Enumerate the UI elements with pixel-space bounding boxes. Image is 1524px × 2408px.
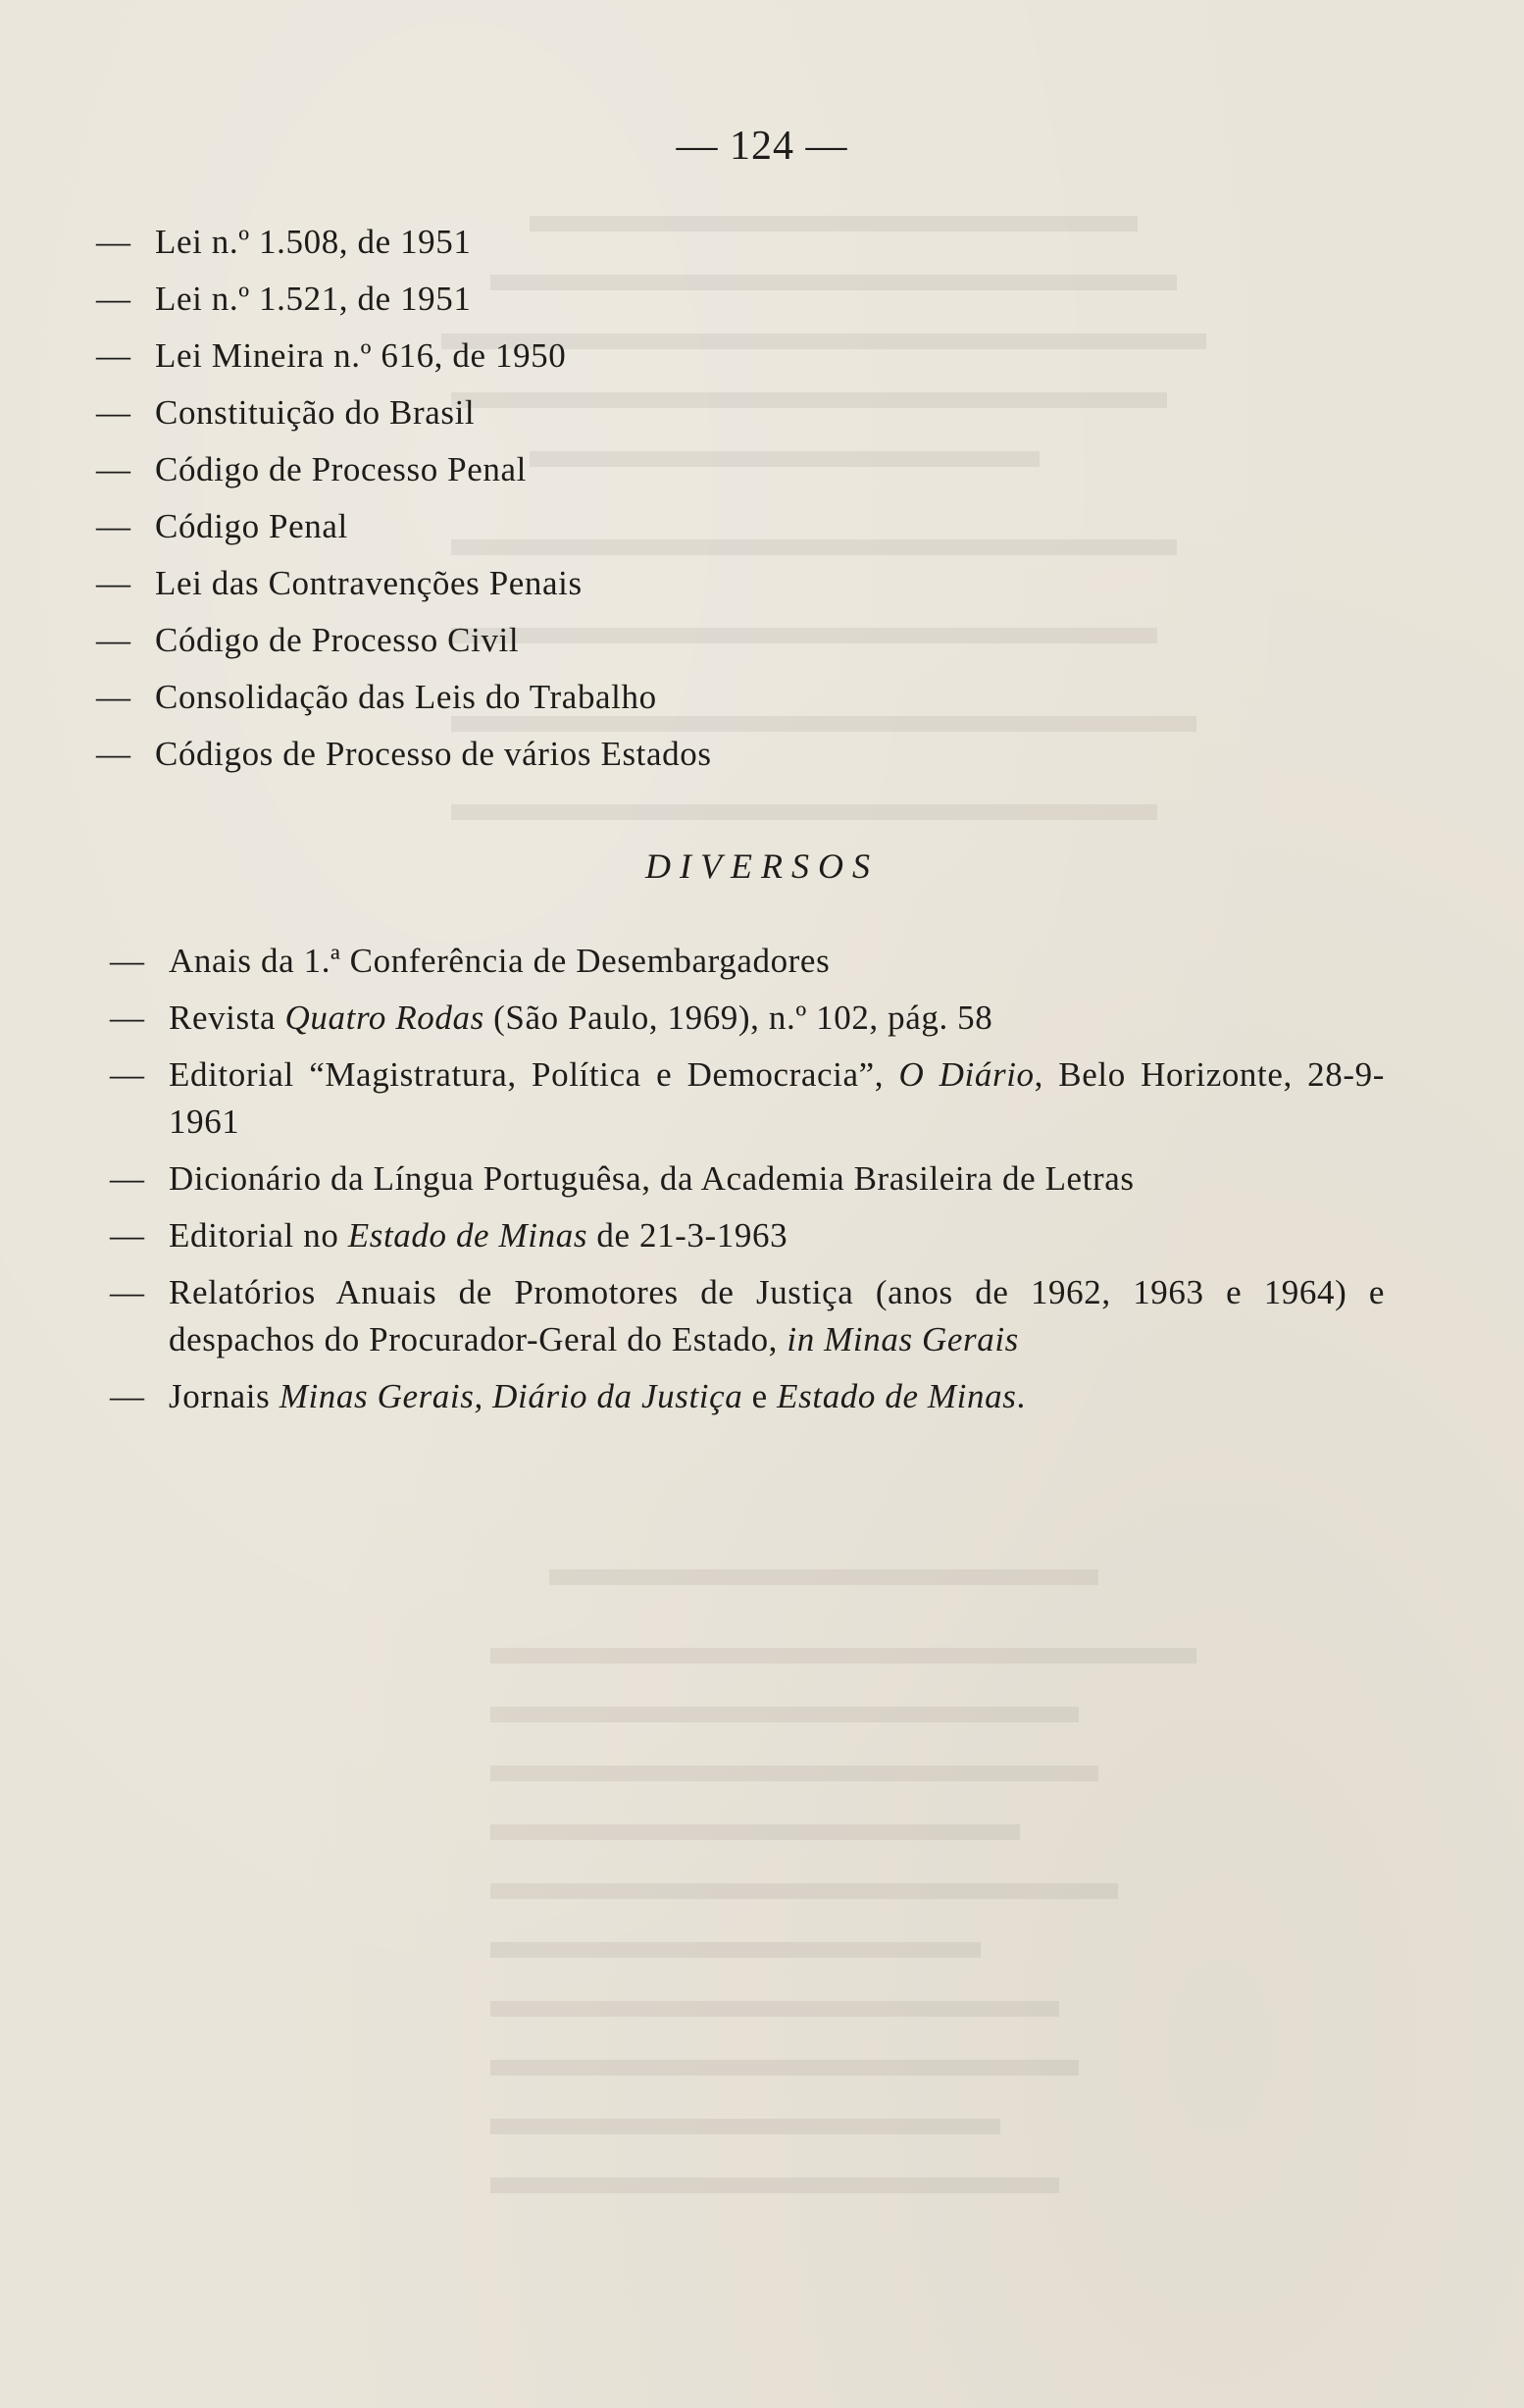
list-item (110, 995, 1385, 1042)
list-item (96, 498, 979, 555)
item-italic-title: Estado de Minas (347, 1216, 588, 1255)
list-item (96, 214, 979, 271)
item-italic-title: in Minas Gerais (787, 1320, 1019, 1358)
em-dash: — (110, 1055, 145, 1094)
list-item (96, 726, 979, 783)
item-text: e (742, 1377, 778, 1415)
item-text: Relatórios Anuais de Promotores de Justiça (anos de 1962, 1963 e 1964) e despachos do Procurador-Geral do Estado, (169, 1273, 1385, 1358)
list-item (110, 938, 1385, 985)
item-text: Código de Processo Civil (155, 621, 520, 659)
em-dash: — (96, 678, 131, 716)
list-item (96, 669, 979, 726)
item-text: Revista (169, 999, 285, 1037)
em-dash: — (96, 735, 131, 773)
item-text: Códigos de Processo de vários Estados (155, 735, 712, 773)
item-text: Editorial “Magistratura, Política e Democracia”, (169, 1055, 899, 1094)
em-dash: — (96, 507, 131, 545)
em-dash: — (110, 1159, 145, 1198)
em-dash: — (110, 1273, 145, 1311)
item-italic-title: Minas Gerais, Diário da Justiça (279, 1377, 743, 1415)
legislation-list (96, 214, 979, 783)
item-text: Lei Mineira n.º 616, de 1950 (155, 336, 567, 375)
list-item (96, 612, 979, 669)
em-dash: — (96, 450, 131, 488)
em-dash: — (96, 223, 131, 261)
em-dash: — (96, 621, 131, 659)
item-text: , Belo Horizonte, 28-9-1961 (169, 1055, 1385, 1141)
item-italic-title: O Diário (898, 1055, 1035, 1094)
section-heading-diversos: DIVERSOS (645, 846, 879, 886)
list-item (110, 1269, 1385, 1363)
item-text: Constituição do Brasil (155, 393, 476, 432)
item-text: Código de Processo Penal (155, 450, 527, 488)
diversos-list (110, 938, 1385, 1430)
em-dash: — (110, 1216, 145, 1255)
em-dash: — (110, 999, 145, 1037)
item-italic-title: Quatro Rodas (284, 999, 484, 1037)
item-text: Jornais (169, 1377, 279, 1415)
list-item (110, 1212, 1385, 1259)
item-text: Lei das Contravenções Penais (155, 564, 583, 602)
item-text: Editorial no (169, 1216, 348, 1255)
em-dash: — (110, 942, 145, 980)
item-text: Consolidação das Leis do Trabalho (155, 678, 657, 716)
list-item (96, 271, 979, 328)
list-item (110, 1155, 1385, 1203)
item-text: de 21-3-1963 (587, 1216, 788, 1255)
item-italic-title: Estado de Minas (777, 1377, 1017, 1415)
list-item (110, 1373, 1385, 1420)
item-text: Lei n.º 1.521, de 1951 (155, 280, 472, 318)
page-number: — 124 — (676, 124, 848, 169)
em-dash: — (96, 564, 131, 602)
list-item (96, 384, 979, 441)
em-dash: — (110, 1377, 145, 1415)
list-item (96, 328, 979, 384)
em-dash: — (96, 336, 131, 375)
list-item (96, 441, 979, 498)
em-dash: — (96, 393, 131, 432)
item-text: Dicionário da Língua Portuguêsa, da Academia Brasileira de Letras (169, 1159, 1135, 1198)
item-text: Lei n.º 1.508, de 1951 (155, 223, 472, 261)
em-dash: — (96, 280, 131, 318)
list-item (96, 555, 979, 612)
list-item (110, 1051, 1385, 1146)
item-text: . (1016, 1377, 1026, 1415)
item-text: (São Paulo, 1969), n.º 102, pág. 58 (483, 999, 993, 1037)
item-text: Anais da 1.ª Conferência de Desembargadores (169, 942, 831, 980)
item-text: Código Penal (155, 507, 348, 545)
